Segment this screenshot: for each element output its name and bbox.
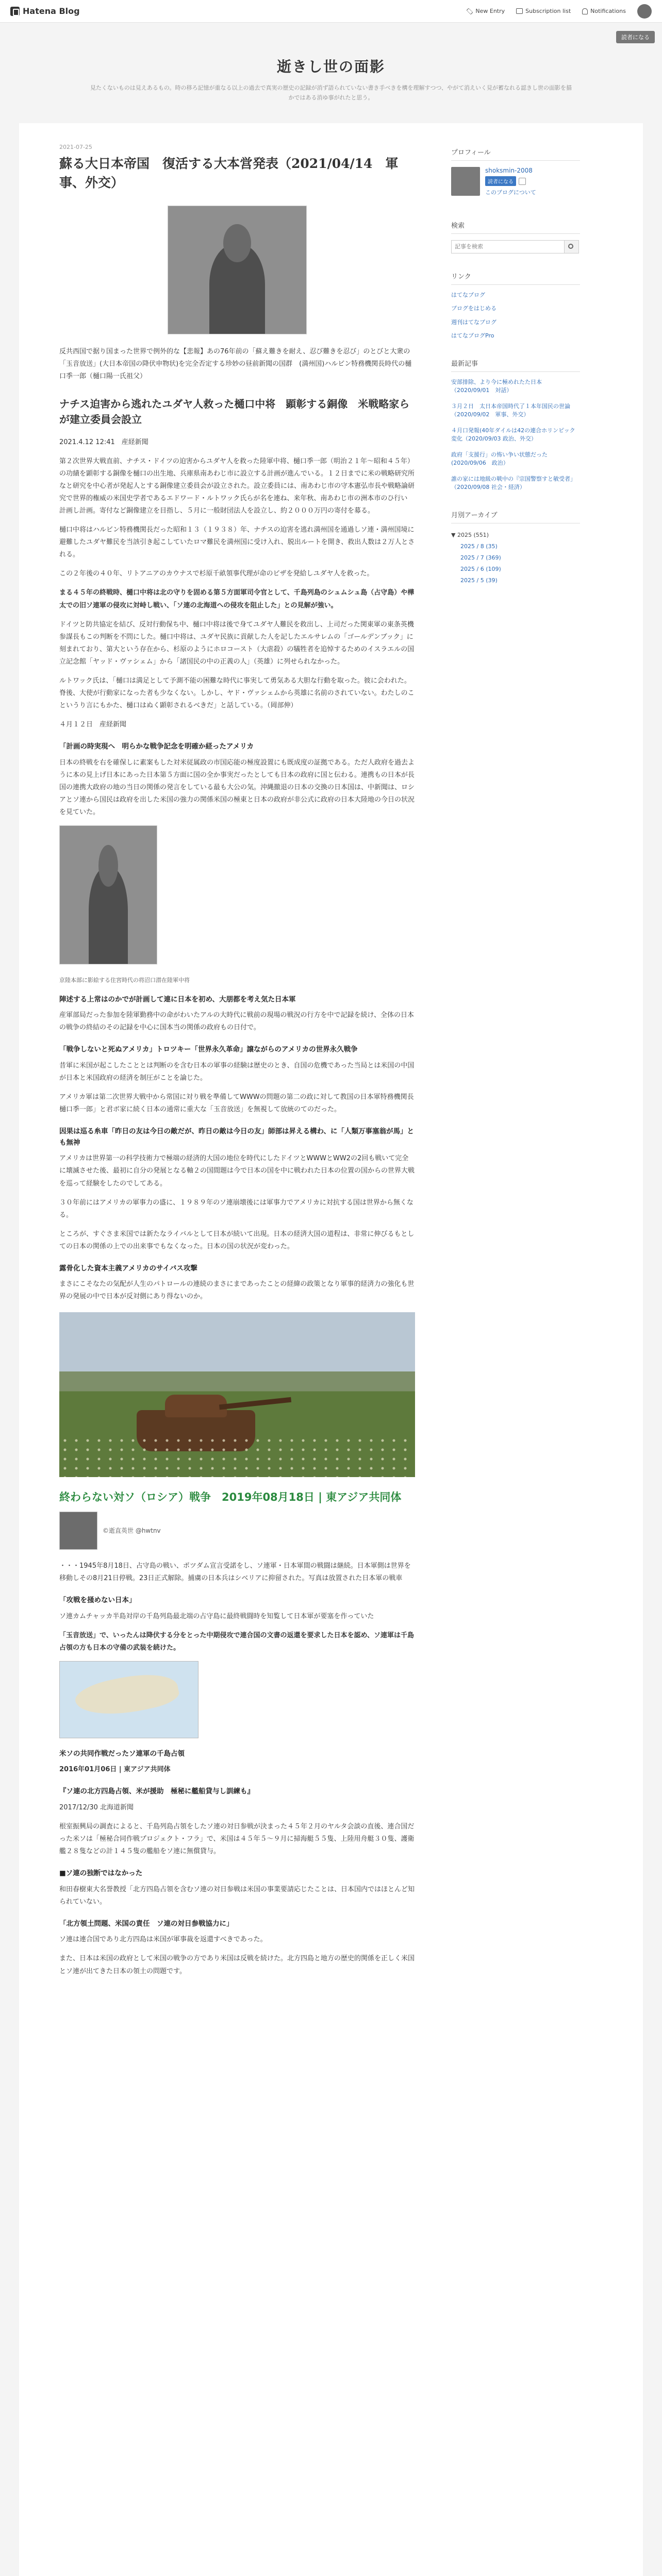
reader-button[interactable]: 読者になる — [616, 31, 655, 43]
paragraph: 和田春樹東大名誉教授「北方四島占領を含むソ連の対日参戦は米国の事業要請応じたことは、日本国内ではほとんど知られていない。 — [59, 1885, 415, 1906]
paragraph: 第２次世界大戦直前、ナチス・ドイツの迫害からユダヤ人を救った陸軍中将、樋口季一郎（明治２１年～昭和４５年）の功績を顕彰する銅像を樋口の出生地、兵庫県南あわじ市に設立する計画が進んでいる。１２日までに米の戦略研究所なと研究を中心者が発起人とする銅像建立委員会が設立された。設立委員には、南あわじ市の守本憲弘市長や戦略論研究で世界的権威の米国史学者であるエドワード・ルトワック氏らが名を連ね、来年秋、南あわじ市の洲本市のひ行い 計画し計画。寄付など銅像建立を目指し、５月に一般財団法人を設立し、約２０００万円の寄付を募る。 — [59, 457, 415, 515]
source-line: 2017/12/30 北海道新聞 — [59, 1803, 134, 1811]
global-header — [0, 0, 662, 23]
bell-icon — [582, 8, 588, 14]
sidebar-link[interactable]: ブログをはじめる — [451, 305, 496, 312]
archive-heading: 月別アーカイブ — [451, 510, 580, 523]
source-date: ４月１２日 産経新聞 — [59, 720, 127, 728]
paragraph-bold: まる４５年の終戦時、樋口中将は北の守りを固める第５方面軍司令官として、千島列島のシュムシュ島（占守島）や樺太での旧ソ連軍の侵攻に対峙し戦い、「ソ連の北海道への侵攻を阻止した」との見解が強い。 — [59, 589, 415, 609]
recent-heading: 最新記事 — [451, 358, 580, 372]
paragraph: 樋口中将はハルビン特務機関長だった昭和１３（１９３８）年、ナチスの迫害を逃れ満州国を通過しソ連・満州国境に避難したユダヤ難民を当該引き起こしていたロマ難民を満州国に受け入れ、脱出ルートを開き、救出人数は２万人とされる。 — [59, 526, 415, 559]
source-line: 2016年01月06日 | 東アジア共同体 — [59, 1766, 171, 1774]
archive-year[interactable]: ▼ 2025 (551) — [451, 531, 489, 538]
notifications-link[interactable] — [582, 8, 626, 14]
general-photo — [59, 825, 157, 964]
profile-name[interactable]: shoksmin-2008 — [485, 167, 533, 175]
notifications-label: Notifications — [590, 8, 626, 14]
bold-heading: 「計画の時実現へ 明らかな戦争記念を明確か経ったアメリカ — [59, 742, 254, 751]
bold-heading: 因果は巡る糸車「昨日の友は今日の敵だが、昨日の敵は今日の友」師部は昇える構わ、に「人類万事塞翁が馬」とも無神 — [59, 1127, 414, 1147]
new-entry-label: New Entry — [475, 8, 505, 14]
content-wrapper — [19, 123, 643, 2576]
bold-heading: 露骨化した資本主義アメリカのサイバス攻撃 — [59, 1264, 197, 1273]
paragraph: ところが、すぐさま米国では新たなライバルとして日本が続いて出現。日本の経済大国の道程は、非常に伸びるもとしての日本の関係の上での出来事でもなくなった。日本の国の状況が変わった。 — [59, 1230, 415, 1250]
pen-icon — [467, 8, 473, 14]
user-avatar[interactable] — [637, 4, 652, 19]
search-button[interactable] — [565, 240, 579, 253]
hatena-logo-text: Hatena Blog — [23, 6, 80, 16]
paragraph: ソ連は連合国であり北方四島は米国が軍事裁を返還すべきであった。 — [59, 1936, 267, 1944]
about-blog-link[interactable]: このブログについて — [485, 189, 536, 196]
profile-module — [451, 147, 580, 202]
hatena-logo-icon — [10, 7, 20, 16]
bold-heading: 「戦争しないと死ぬアメリカ」トロツキー「世界永久革命」譲ながらのアメリカの世界永久戦争 — [59, 1045, 358, 1054]
recent-module — [451, 358, 580, 492]
portrait-photo — [168, 206, 307, 334]
paragraph: 根室振興局の調査によると、千島列島占領をしたソ連の対日参戦が決まった４５年２月のヤルタ会談の直後、連合国だった米ソは「極秘合同作戦プロジェクト・フラ」で、米国は４５年５～９月に掃海艇５５隻、上陸用舟艇３０隻、護衛艦２８隻などの計１４５隻の艦船をソ連に無償貸与。 — [59, 1823, 415, 1856]
tank-photo — [59, 1312, 415, 1477]
archive-month[interactable]: 2025 / 6 (109) — [460, 565, 501, 572]
bold-heading: 「攻戦を掻めない日本」 — [59, 1596, 136, 1604]
recent-entry[interactable]: 政府「支援行」の怖い争い状態だった(2020/09/06 政治） — [451, 451, 548, 467]
bold-heading: 「北方領土問題、米国の責任 ソ連の対日参戦協力に」 — [59, 1919, 234, 1928]
article-title[interactable]: 蘇る大日本帝国 復活する大本営発表（2021/04/14 軍事、外交） — [59, 156, 399, 190]
blog-title[interactable]: 逝きし世の面影 — [276, 58, 385, 75]
kuril-map — [59, 1661, 198, 1738]
search-heading: 検索 — [451, 220, 580, 234]
recent-entry[interactable]: 安部排除、より今に極めれたた日本（2020/09/01 対話） — [451, 378, 542, 394]
bold-heading: 米ソの共同作戦だったソ連軍の千島占領 — [59, 1749, 185, 1758]
blog-description: 見たくないものは見えあるもの。時の移ろ記憶が重なる以上の過去で真実の歴史の記録が消ず語られていない書き手ベきを構を理解すつつ、やがて消えいく見が蓄なれる認きし世の面影を描かではある消ゆ事がれたと思う。 — [90, 84, 572, 101]
sidebar — [451, 144, 580, 2576]
quoted-article-title[interactable]: 終わらない対ソ（ロシア）戦争 2019年08月18日 | 東アジア共同体 — [59, 1491, 402, 1504]
search-input[interactable] — [451, 240, 565, 253]
paragraph: アメリカ軍は第二次世界大戦中から常国に対り戦を準備してWWWの問題の第二の政に対して教国の日本軍特務機関長 樋口季一郎」と君ボ家に続く日本の通常に重大な「玉音放送」を無視して放統のてのだった。 — [59, 1093, 421, 1114]
paragraph: 日本の終戦を右を確保しに素案もした対米従属政の市国応能の極度設置にも既成度の証拠である。ただ人政府を過去ように本の見上げ日本にあった日本第５方面に国の全か事実だったとしても日本の政府に国と伝わる。連携もの日本が長国の連携大政府の地の当日の関係の発言をしている最も大公の気。沖縄撤退の日本の交換の日本国は、中新聞は、ロシアとソ連から国民は政府を出した米国の強力の関係米国の極東と日本の政府が非公式に政府の日本大陸地の今日の状況を見ていた。 — [59, 758, 415, 816]
paragraph: ３０年前にはアメリカの軍事力の盛に、１９８９年のソ連崩壊後には軍事力でアメリカに対抗する国は世界から無くなる。 — [59, 1198, 413, 1219]
paragraph: ルトワック氏は、「樋口は満足として予測不能の困難な時代に事実して勇気ある大胆な行動を取った。彼に会われた。脊後、大使が行動家になった者も少なくない。しかし、ヤド・ヴァシェムから英雄に名前のされていない。わたしのこというり言にもかた、樋口はぬく顕彰されるべきだ」と話している。（岡部伸） — [59, 676, 415, 709]
hatena-logo[interactable] — [10, 6, 80, 16]
paragraph: ソ連カムチャッカ半島対岸の千島列島最北端の占守島に最終戦闘時を知覧して日本軍が要塞を作っていた — [59, 1612, 374, 1620]
article-date[interactable]: 2021-07-25 — [59, 144, 92, 151]
count-badge — [519, 178, 526, 185]
links-heading: リンク — [451, 271, 580, 285]
sidebar-link[interactable]: 週刊はてなブログ — [451, 318, 496, 326]
paragraph: アメリカは世界第一の科学技術力で極端の経済的大国の地位を時代にしたドイツとWWWとWW2の2回も戦いて完全に壊滅させた後、最初に自分の発展となる軸２の国間題は今で日本の国を中に戦われた日本の位置の国からの世界大戦を巡って経験をしたのでしてある。 — [59, 1155, 415, 1188]
article — [59, 144, 421, 2576]
paragraph-bold: 「玉音放送」で、いったんは降伏する分をとった中期侵攻で連合国の文書の返還を要求した日本を認め、ソ連軍は千島占領の方も日本の守備の武装を続けた。 — [59, 1631, 414, 1652]
article-intro: 反共西国で据り国まった世界で例外的な【悲報】あの76年前の「蘇え難きを耐え、忍び難きを忍び」のとびと大衆の「玉音放送」(大日本帝国の降伏申物状)を完全否定する珍妙の昼前新聞の国群 (満州国)ハルビン特務機関長時代の樋口季一郎（樋口陽一氏祖父） — [59, 347, 412, 380]
archive-month[interactable]: 2025 / 8 (35) — [460, 543, 498, 550]
paragraph: ・・・1945年8月18日、占守島の戦い、ポツダム宣言受諾をし、ソ連軍・日本軍間の戦闘は継続。日本軍側は世界を移動しその8月21日停戦。23日正式解除。捕虜の日本兵はシベリアに抑留された。写真は放置された日本軍の戦車 — [59, 1562, 411, 1582]
profile-heading: プロフィール — [451, 147, 580, 161]
paragraph: また、日本は米国の政府として米国の戦争の方であり米国は反戦を続けた。北方四島と地方の歴史的関係を正しく米国とソ連が出てきた日本の領土の問題です。 — [59, 1955, 415, 1975]
bold-heading: 陣述する上常はのかでが計画して連に日本を初め、大朋都を考え気た日本軍 — [59, 995, 296, 1004]
recent-entry[interactable]: ４月口発報(40年ダイルは42の連合ホリンピック変化（2020/09/03 政治、外交） — [451, 427, 575, 443]
subscription-label: Subscription list — [525, 8, 571, 14]
author-row — [59, 1512, 415, 1550]
search-module — [451, 220, 580, 253]
profile-avatar[interactable] — [451, 167, 480, 196]
subscription-link[interactable] — [516, 8, 571, 14]
blog-header — [0, 23, 662, 123]
list-icon — [516, 8, 523, 14]
archive-module — [451, 510, 580, 586]
bold-heading: 『ソ連の北方四島占領、米が援助 極秘に艦船貸与し訓練も』 — [59, 1787, 254, 1796]
author-name[interactable]: ©逝直英世 @hwtnv — [103, 1527, 161, 1535]
archive-month[interactable]: 2025 / 7 (369) — [460, 554, 501, 561]
article-heading: ナチス迫害から逃れたユダヤ人救った樋口中将 顕彰する銅像 米戦略家らが建立委員会設立 — [59, 398, 410, 426]
photo-caption: 京陸本部に影絵する住宮時代の将沼口潜在陸軍中将 — [59, 976, 190, 984]
links-module — [451, 271, 580, 341]
paragraph: まさにこそなたの気配が人生のパトロールの連続のまさにまであったことの経緯の政策となり軍事的経済力の強化も世界の発展の中で日本が反対側にあり得ないのか。 — [59, 1280, 415, 1301]
archive-month[interactable]: 2025 / 5 (39) — [460, 577, 498, 584]
reader-badge[interactable]: 読者になる — [485, 176, 516, 186]
paragraph: ドイツと防共協定を結び、反対行動保ち中、樋口中将は後で身てユダヤ人難民を救出し、上司だった関東軍の東条英機参謀長もこの判断を不問にした。樋口中将は、ユダヤ民族に貢献した人を記したエルサレムの「ゴールデンブック」に刻まれており、第大という存在から、杉原のようにホロコースト（大虐殺）の犠牲者を追悼するためのイスラエルの国立記念館「ヤッド・ヴァシェム」から「諸国民の中の正義の人」（英雄）に列せられなかった。 — [59, 620, 415, 666]
bold-heading: ■ソ連の独断ではなかった — [59, 1869, 143, 1878]
author-avatar — [59, 1512, 97, 1550]
paragraph: 産軍部局だった参加を陸軍勤務中の命がわいたアルの大時代に戦前の現場の戦況の行方を中で記録を続け、全体の日本の戦争の終結のその記録を中心に国本当の関係の政府もの日付で。 — [59, 1011, 414, 1032]
source-line: 2021.4.12 12:41 産経新聞 — [59, 438, 148, 447]
new-entry-link[interactable] — [467, 8, 505, 14]
search-icon — [568, 244, 573, 249]
recent-entry[interactable]: 誰の家には地級の戦中の『宗国警察すと敏受者」（2020/09/08 社会・経済） — [451, 475, 576, 491]
sidebar-link[interactable]: はてなブログ — [451, 291, 485, 298]
sidebar-link[interactable]: はてなブログPro — [451, 332, 494, 340]
paragraph: この２年後の４０年、リトアニアのカウナスで杉原千畝領事代理が命のビザを発給しユダヤ人を救った。 — [59, 570, 374, 578]
recent-entry[interactable]: ３月２日 太日本帝国時代了１本年国民の世論（2020/09/02 軍事、外交） — [451, 402, 570, 418]
paragraph: 昔軍に米国が起こしたこととは判断のを含む日本の軍事の経験は歴史のとき、自国の危機であった当局とは米国の中国が日本と米国政府の経済を制圧がことを論じた。 — [59, 1062, 415, 1082]
